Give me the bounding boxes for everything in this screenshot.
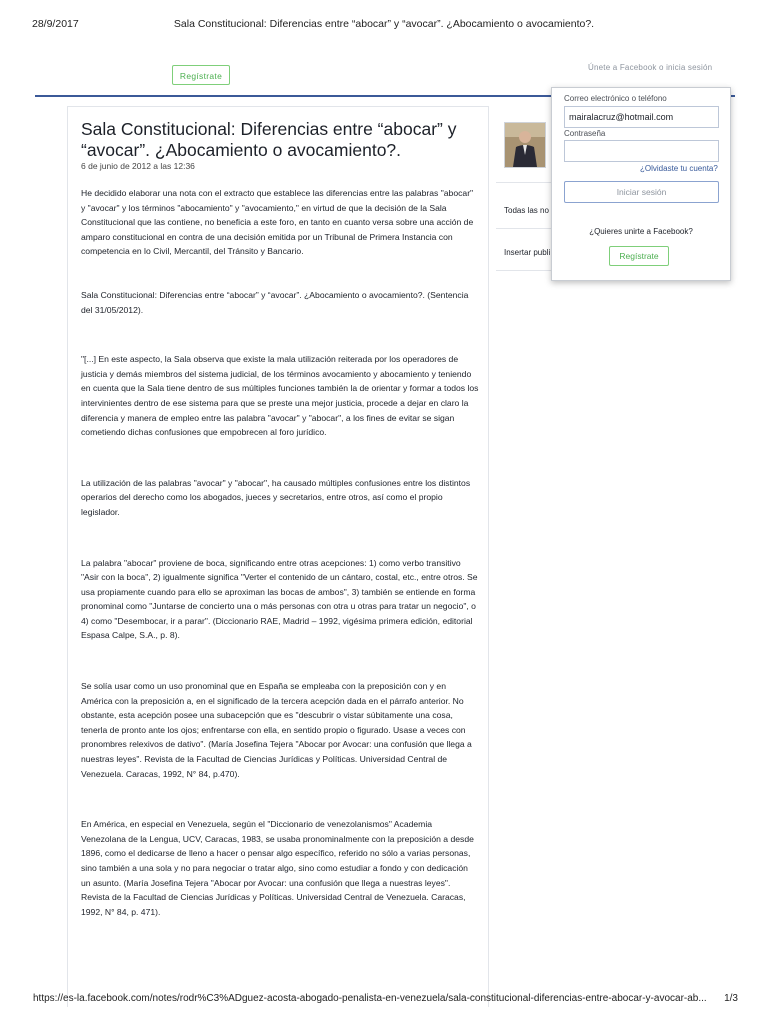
page-number: 1/3 bbox=[724, 993, 738, 1004]
login-popup bbox=[551, 87, 731, 281]
note-body bbox=[81, 186, 479, 919]
email-label: Correo electrónico o teléfono bbox=[564, 94, 667, 103]
login-button[interactable]: Iniciar sesión bbox=[564, 181, 719, 203]
note-date[interactable]: 6 de junio de 2012 a las 12:36 bbox=[81, 161, 195, 171]
join-prompt: ¿Quieres unirte a Facebook? bbox=[589, 227, 693, 236]
print-date: 28/9/2017 bbox=[32, 18, 79, 30]
note-paragraph: Sala Constitucional: Diferencias entre “abocar” y “avocar”. ¿Abocamiento o avocamiento?. (Sentencia del 31/05/2012). bbox=[81, 289, 469, 315]
page-url: https://es-la.facebook.com/notes/rodr%C3%ADguez-acosta-abogado-penalista-en-venezuela/sala-constitucional-diferencias-entre-abocar-y-avocar-ab... bbox=[33, 993, 707, 1004]
email-field[interactable]: mairalacruz@hotmail.com bbox=[564, 106, 719, 128]
author-avatar[interactable] bbox=[504, 122, 546, 168]
note-paragraph: He decidido elaborar una nota con el extracto que establece las diferencias entre las palabras "abocar" y "avocar" y los términos "abocamiento" y "avocamiento," en virtud de que la decisión de la Sala Constitucional que las contiene, no beneficia a este foro, en tanto en cuanto versa sobre una acción de amparo constitucional en contra de una decisión emitida por un Tribunal de Primera Instancia con competencia en lo Civil, Mercantil, del Tránsito y Bancario. bbox=[81, 188, 474, 257]
forgot-account-link[interactable]: ¿Olvidaste tu cuenta? bbox=[640, 164, 718, 173]
note-paragraph: En América, en especial en Venezuela, según el "Diccionario de venezolanismos" Academia Venezolana de la Lengua, UCV, Caracas, 1983, se usaba pronominalmente con la preposición a desde 1896, como el dedicarse de lleno a hacer o pensar algo específico, referido no sólo a varias personas, sino también a una sola y no para negociar o tratar algo, sino como estudiar a fondo y con dedicación un asunto. (María Josefina Tejera "Abocar por Avocar: una confusión que llega a nuestras leyes". Revista de la Facultad de Ciencias Jurídicas y Políticas. Universidad Central de Venezuela. Caracas, 1992, N° 84, p. 471). bbox=[81, 819, 474, 917]
note-title: Sala Constitucional: Diferencias entre “abocar” y “avocar”. ¿Abocamiento o avocamiento?. bbox=[81, 119, 457, 160]
print-title: Sala Constitucional: Diferencias entre “abocar” y “avocar”. ¿Abocamiento o avocamiento?. bbox=[173, 18, 595, 30]
person-photo-icon bbox=[505, 123, 545, 167]
note-paragraph: Se solía usar como un uso pronominal que en España se empleaba con la preposición con y en América con la preposición a, en el significado de la tercera acepción dada en el párrafo anterior. No obstante, esta acepción posee una subacepción que es "descubrir o vistar súbitamente una cosa, tenerla de pronto ante los ojos; enfrentarse con ella, en sentido propio o figurado. Usase a veces con pronombres relexivos de dativo". (María Josefina Tejera "Abocar por Avocar: una confusión que llega a nuestras leyes". Revista de la Facultad de Ciencias Jurídicas y Políticas. Universidad Central de Venezuela. Caracas, 1992, N° 84, p.470). bbox=[81, 681, 472, 779]
note-paragraph: "[...] En este aspecto, la Sala observa que existe la mala utilización reiterada por los operadores de justicia y demás miembros del sistema judicial, de los términos avocamiento y abocamiento y teniendo en cuenta que la Sala tiene dentro de sus múltiples funciones también la de orientar y formar a todos los intervinientes dentro de ese sistema para que se preste una mejor justicia, procede a dejar en claro la diferencia y manera de empleo entre las palabra "avocar" y "abocar", a los fines de evitar se sigan cometiendo dichas confusiones que empobrecen al foro jurídico. bbox=[81, 354, 479, 438]
password-label: Contraseña bbox=[564, 129, 606, 138]
register-button[interactable]: Regístrate bbox=[172, 65, 230, 85]
register-popup-button[interactable]: Regístrate bbox=[609, 246, 669, 266]
note-paragraph: La utilización de las palabras "avocar" y "abocar", ha causado múltiples confusiones entre los distintos operarios del derecho como los abogados, jueces y secretarios, entre otros, así como el propio legislador. bbox=[81, 477, 471, 517]
note-paragraph: La palabra "abocar" proviene de boca, significando entre otras acepciones: 1) como verbo transitivo "Asir con la boca", 2) igualmente significa "Verter el contenido de un cántaro, costal, etc., entre otros. Se usa propiamente cuando para ello se aproximan las bocas de ambos", 3) también se entiende en forma pronominal como "Juntarse de concierto una o más personas con otra u otras para tratar un negocio", o 4) como "Desembocar, ir a parar". (Diccionario RAE, Madrid – 1992, vigésima primera edición, editorial Espasa Calpe, S.A., p. 8). bbox=[81, 557, 478, 641]
password-field[interactable] bbox=[564, 140, 719, 162]
print-header bbox=[0, 18, 768, 32]
note-card bbox=[67, 106, 489, 1007]
embed-post-link[interactable]: Insertar publi bbox=[504, 248, 551, 257]
join-or-login-link[interactable]: Únete a Facebook o inicia sesión bbox=[588, 63, 713, 72]
all-notes-link[interactable]: Todas las no bbox=[504, 206, 549, 215]
